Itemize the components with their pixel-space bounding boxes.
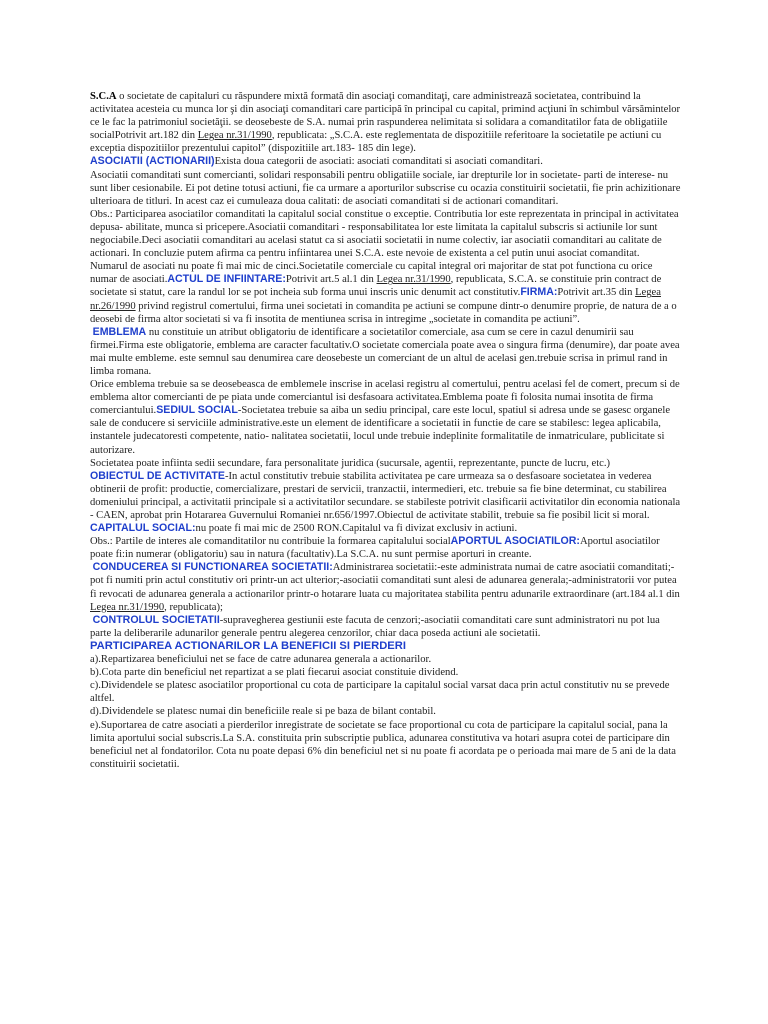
heading-conducerea: CONDUCEREA SI FUNCTIONAREA SOCIETATII: bbox=[92, 561, 333, 574]
heading-controlul: CONTROLUL SOCIETATII bbox=[92, 613, 220, 626]
paragraph-sca-definition bbox=[90, 90, 682, 155]
text-controlul: -supravegherea gestiunii este facuta de cenzori;-asociatii comanditati care sunt administratori nu pot lua parte la deliberarile adunarilor generale pentru alegerea cenzorilor, chiar daca poseda actiuni ale societatii. bbox=[90, 614, 660, 639]
heading-asociatii: ASOCIATII (ACTIONARII) bbox=[90, 155, 215, 168]
link-legea-31-1990[interactable]: Legea nr.31/1990 bbox=[90, 601, 165, 613]
heading-emblema: EMBLEMA bbox=[92, 325, 147, 338]
paragraph-emblema bbox=[90, 326, 682, 378]
list-item: c).Dividendele se platesc asociatilor proportional cu cota de participare la capitalul social varsat daca prin actul constitutiv nu se prevede altfel. bbox=[90, 680, 670, 705]
paragraph-numar-asociati bbox=[90, 260, 682, 325]
text-emblema-deosebire: Orice emblema trebuie sa se deosebeasca de emblemele inscrise in acelasi registru al comertului, pentru acelasi fel de comert, precum si de emblema altor comercianti de pe piata unde comerciantul isi desfasoara activitatea.Emblema poate fi folosita numai insotita de firma comerciantului. bbox=[90, 379, 680, 417]
paragraph-capitalul-social bbox=[90, 522, 682, 535]
text-obs-parti-interes: Obs.: Partile de interes ale comanditatilor nu contribuie la formarea capitalului social bbox=[90, 536, 451, 548]
text-act-infiintare: Potrivit art.5 al.1 din bbox=[285, 274, 377, 286]
text-capitalul-social: nu poate fi mai mic de 2500 RON.Capitalul va fi divizat exclusiv in actiuni. bbox=[195, 523, 518, 535]
paragraph-sedii-secundare: Societatea poate infiinta sedii secundare, fara personalitate juridica (sucursale, agentii, reprezentante, puncte de lucru, etc.) bbox=[90, 457, 611, 469]
text-asociatii-categorii: Exista doua categorii de asociati: asociati comanditati si asociati comanditari. bbox=[214, 156, 543, 168]
list-item: a).Repartizarea beneficiului net se face de catre adunarea generala a actionarilor. bbox=[90, 654, 432, 666]
text-administrarea: Administrarea societatii:-este administrata numai de catre asociatii comanditati;-pot fi numiti prin actul constitutiv ori printr-un act ulterior;-asociatii comanditati sunt alesi de adunarea generala;-administratorii vor putea fi revocati de adunarea generala a actionarilor printr-o hotarare luata cu majoritatea stabilita pentru adunarile extraordinare (art.184 al.1 din bbox=[90, 562, 680, 600]
paragraph-controlul bbox=[90, 614, 682, 640]
text-firma-denumire: privind registrul comertului, firma unei societati in comandita pe actiuni se compune dintr-o denumire proprie, de natura de a o deosebi de firma altor societati si va fi insotita de mentiunea scrisa in intregime „societate in comandita pe actiuni”. bbox=[90, 300, 677, 325]
list-item: b).Cota parte din beneficiul net repartizat a se plati fiecarui asociat constituie dividend. bbox=[90, 667, 459, 679]
heading-firma: FIRMA: bbox=[520, 286, 558, 299]
paragraph-asociatii bbox=[90, 155, 682, 168]
heading-obiectul-activitate: OBIECTUL DE ACTIVITATE bbox=[90, 469, 225, 482]
paragraph-comanditati: Asociatii comanditati sunt comercianti, solidari responsabili pentru obligatiile sociale, iar drepturile lor in societate- parti de interese- nu sunt liber cesionabile. Ei pot detine totusi actiuni, fie ca urmare a aporturilor subscrise cu ocazia constituirii societatii, fie prin achizitionare ulterioara de titluri. In acest caz ei cumuleaza doua calitati: de asociati comanditati si de actionari comanditari. bbox=[90, 169, 681, 207]
text-act-constitutiv: , republicata, S.C.A. se constituie prin contract de societate si statut, care la randul lor se pot incheia sub forma unui inscris unic denumit act constitutiv. bbox=[90, 274, 662, 299]
text-obiectul-activitate: -In actul constitutiv trebuie stabilita activitatea pe care urmeaza sa o desfasoare societatea in vederea obtinerii de profit: productie, comercializare, prestari de servicii, tranzactii, intermedieri, etc. trebuie sa fie bine determinat, cu stabilirea domeniului principal, a activitatii principale si a activitatilor secundare. se stabileste potrivit clasificarii activitatilor din economia nationala - CAEN, aprobat prin Hotararea Guvernului Romaniei nr.656/1997.Obiectul de activitate stabilit, trebuie sa fie posibil licit si moral. bbox=[90, 470, 681, 521]
list-item: e).Suportarea de catre asociati a pierderilor inregistrate de societate se face proportional cu cota de participare la capitalul social, pana la limita aportului social subscris.La S.A. constituita prin subscriptie publica, adunarea constitutiva va hotari asupra cotei de participare din beneficiul net al fondatorilor. Cota nu poate depasi 6% din beneficiul net si nu poate fi acordata pe o perioada mai mare de 5 ani de la data constituirii societatii. bbox=[90, 719, 676, 770]
text-firma: Potrivit art.35 din bbox=[557, 287, 636, 299]
link-legea-31-1990[interactable]: Legea nr.31/1990 bbox=[376, 274, 451, 286]
list-item: d).Dividendele se platesc numai din beneficiile reale si pe baza de bilant contabil. bbox=[90, 706, 436, 718]
paragraph-aportul bbox=[90, 535, 682, 561]
term-sca: S.C.A bbox=[90, 91, 117, 102]
link-legea-26-1990[interactable]: Legea nr.26/1990 bbox=[90, 287, 661, 312]
document-page bbox=[90, 90, 682, 771]
text-republicata: , republicata); bbox=[164, 601, 223, 613]
paragraph-conducerea bbox=[90, 561, 682, 613]
link-legea-31-1990[interactable]: Legea nr.31/1990 bbox=[197, 130, 272, 142]
text-sediul-social: -Societatea trebuie sa aiba un sediu principal, care este locul, spatiul si adresa unde se gasesc organele sale de conducere si serviciile administrative.este un element de identificare a societatii in functie de care se stabilesc: legea aplicabila, instantele judecatoresti competente, natio- nalitatea societatii, locul unde trebuie indeplinite formalitatile de inmatriculare, publicitate si autorizare. bbox=[90, 405, 671, 456]
paragraph-obs-participare: Obs.: Participarea asociatilor comanditati la capitalul social constitue o exceptie. Contributia lor este reprezentata in principal in activitatea depusa- abilitate, munca si pricepere.Asociatii comanditari - responsabilitatea lor este limitata la capitalul subscris si actiunile lor sunt negociabile.Deci asociatii comanditari au acelasi statut ca si asociatii societatii in nume colectiv, iar asociatii comanditari au calitate de actionari. In concluzie putem afirma ca pentru infiintarea unei S.C.A. este nevoie de existenta a cel putin unui asociat comanditat. bbox=[90, 208, 679, 260]
heading-participarea: PARTICIPAREA ACTIONARILOR LA BENEFICII SI PIERDERI bbox=[90, 639, 406, 652]
text-numar-asociati: Numarul de asociati nu poate fi mai mic de cinci.Societatile comerciale cu capital integral ori majoritar de stat pot functiona cu orice numar de asociati. bbox=[90, 261, 653, 286]
text-aportul-asociatilor: Aportul asociatilor poate fi:in numerar (obligatoriu) sau in natura (facultativ).La S.C.A. nu sunt permise aporturi in creante. bbox=[90, 536, 660, 561]
paragraph-emblema-sediu bbox=[90, 378, 682, 457]
paragraph-obiectul-activitate bbox=[90, 470, 682, 522]
heading-sediul-social: SEDIUL SOCIAL bbox=[156, 404, 238, 417]
text-sca-definition: o societate de capitaluri cu răspundere mixtă formată din asociaţi comanditaţi, care administrează societatea, contribuind la activitatea acesteia cu munca lor şi din asociaţi comanditari care participă în principal cu capital, primind acţiuni în schimbul vărsămintelor ce le fac la patrimoniul societăţii. se deosebeste de S.A. numai prin raspunderea nelimitata si solidara a comanditatilor fata de obligatiile socialPotrivit art.182 din bbox=[90, 91, 681, 142]
text-sca-reglementare: , republicata: „S.C.A. este reglementata de dispozitiile referitoare la societatile pe actiuni cu exceptia dispozitiilor prezentului capitol” (dispozitiile art.183- 185 din lege). bbox=[90, 130, 662, 155]
heading-capitalul-social: CAPITALUL SOCIAL: bbox=[90, 522, 196, 535]
text-emblema: nu constituie un atribut obligatoriu de identificare a societatilor comerciale, asa cum se cere in cazul denumirii sau firmei.Firma este obligatorie, emblema are caracter facultativ.O societate comerciala poate avea o singura firma (denumire), dar poate avea mai multe embleme. este semnul sau denumirea care deosebeste un comerciant de un altul de acelasi gen.trebuie scrisa in primul rand in limba romana. bbox=[90, 326, 680, 377]
heading-aportul-asociatilor: APORTUL ASOCIATILOR: bbox=[450, 535, 580, 548]
heading-act-infiintare: ACTUL DE INFIINTARE: bbox=[167, 273, 286, 286]
